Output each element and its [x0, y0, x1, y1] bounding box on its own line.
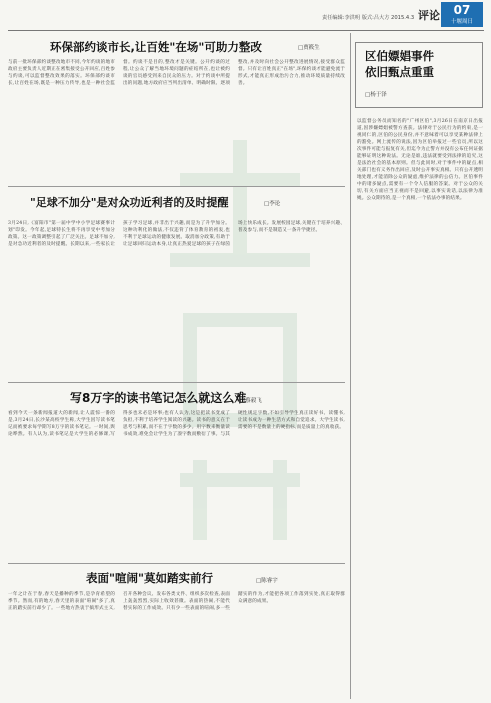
article-steady-progress [8, 567, 345, 699]
article-title-line1: 区伯嫖娼事件 [365, 49, 434, 63]
article-body: 一年之计在于春,春天是播种的季节,是孕育希望的季节。然而,有的地方,春天里的表面"喧闹"多了,真正的踏实前行却少了。一些地方热衷于搞形式主义,召开各种会议、发布各类文件、组织多次检查,表面上轰轰烈烈,实际上收效甚微。表面的热闹,不能代替实际的工作成效。只有少一些表面的喧闹,多一些踏实的作为,才能把各项工作落到实处,真正取得群众满意的成果。 [8, 592, 345, 611]
header-divider [8, 30, 484, 31]
article-title: 写8万字的读书笔记怎么就这么难 [70, 391, 247, 405]
article-author: □杨于泽 [365, 92, 387, 98]
article-divider [8, 186, 345, 187]
article-divider [8, 382, 345, 383]
article-author: □蔡毅飞 [240, 398, 262, 404]
page-number-badge: 07 [441, 2, 483, 18]
edition-label: 十堰周日 [441, 18, 483, 27]
column-divider [350, 33, 351, 699]
article-body: 看到今天一条新闻报道大的新闻,让人震惊一番的是,3月24日,长沙某高校学生称,大学生因写读书笔记而被要求每学期写8万字的读书笔记。一时间,舆论哗然。有人认为,读书笔记是大学生的必修课,写得多也未必是坏事;也有人认为,这是把读书变成了负担,不利于培养学生阅读的兴趣。读书的意义在于思考与积累,而不在于字数的多少。用字数来衡量读书成效,难免会让学生为了凑字数而敷衍了事。与其硬性规定字数,不如引导学生真正读好书、读懂书,让读书成为一种生活方式和自觉追求。大学生读书,需要的不是数量上的硬指标,而是质量上的真收获。 [8, 411, 345, 437]
section-title: 评论 [418, 9, 440, 22]
article-author: □陈睿宇 [256, 578, 278, 584]
article-reading-notes [8, 386, 345, 562]
article-body: 与前一批环保部约谈整改地市不同,今年约谈的地市政府主要负责人近期正在密集接受公开回应,百姓参与约谈,可以监督整改效果的落实。环保部约谈市长,让百姓在场,既是一种压力传导,也是一种社会监督。约谈不是目的,整改才是关键。公开约谈的过程,让公众了解当地环境问题的症结所在,也让被约谈的官员感受到来自民众的压力。对于约谈中所提出的问题,地方政府应当列出清单、明确时限、逐项整改,并及时向社会公开整改进展情况,接受群众监督。只有让百姓真正"在场",环保约谈才能避免流于形式,才能真正形成治污合力,推动环境质量持续改善。 [8, 60, 345, 86]
article-author: □李论 [264, 201, 281, 207]
article-title: "足球不加分"是对众功近利者的及时提醒 [30, 196, 229, 209]
article-title-line2: 依旧甄点重重 [365, 65, 434, 79]
page-header [0, 0, 491, 30]
article-environmental-talks [8, 33, 345, 185]
article-football-no-bonus [8, 190, 345, 380]
article-divider [8, 563, 345, 564]
article-title: 表面"喧闹"莫如踏实前行 [86, 571, 213, 585]
article-author: □贾筱生 [298, 45, 320, 51]
article-qu-bo-incident [355, 42, 485, 699]
article-body: 以监督公务员而知名的"广州区伯",3月26日在南京日出报道,因涉嫌嫖娼被警方查获。法律对于公民行为的约束,是一视同仁的,区伯的公民身份,并不意味着可以享受某种法律上的豁免。网上流传的说法,因为区伯举报过一些官员,所以这次事件可能与报复有关,但迄今为止警方并没有公布任何证据能够证明这种说法。无论是谁,违法就要受到法律的追究,这是法治社会的基本原则。但与此同时,对于事件中的疑点,相关部门也有义务作出回应,及时公开事实真相。只有公开透明地处理,才能消除公众的疑虑,维护法律的公信力。区伯事件中的诸多疑点,需要有一个令人信服的答案。对于公众的关切,有关方面应当正视而不是回避,以事实说话,以法律为准绳。公众期待的,是一个真相,一个依法办事的结果。 [357, 119, 483, 201]
editor-info: 责任编辑:李洪明 版式:吕大方 2015.4.3 [322, 15, 415, 21]
article-body: 3月24日,《富阳市"第一届中学中小学足球赛事计划"印发。今年起,足球特长生将不再享受中考加分政策。这一政策调整引起了广泛关注。足球不加分,是对急功近利者的及时提醒。长期以来,一些家长让孩子学习足球,并非出于兴趣,而是为了升学加分。这种功利化的做法,不仅违背了体育教育的初衷,也不利于足球运动的健康发展。取消加分政策,有助于让足球回归运动本身,让真正热爱足球的孩子在绿茵场上快乐成长。发展校园足球,关键在于培养兴趣、普及参与,而不是制造又一条升学捷径。 [8, 221, 345, 247]
article-title: 环保部约谈市长,让百姓"在场"可助力整改 [50, 40, 262, 54]
